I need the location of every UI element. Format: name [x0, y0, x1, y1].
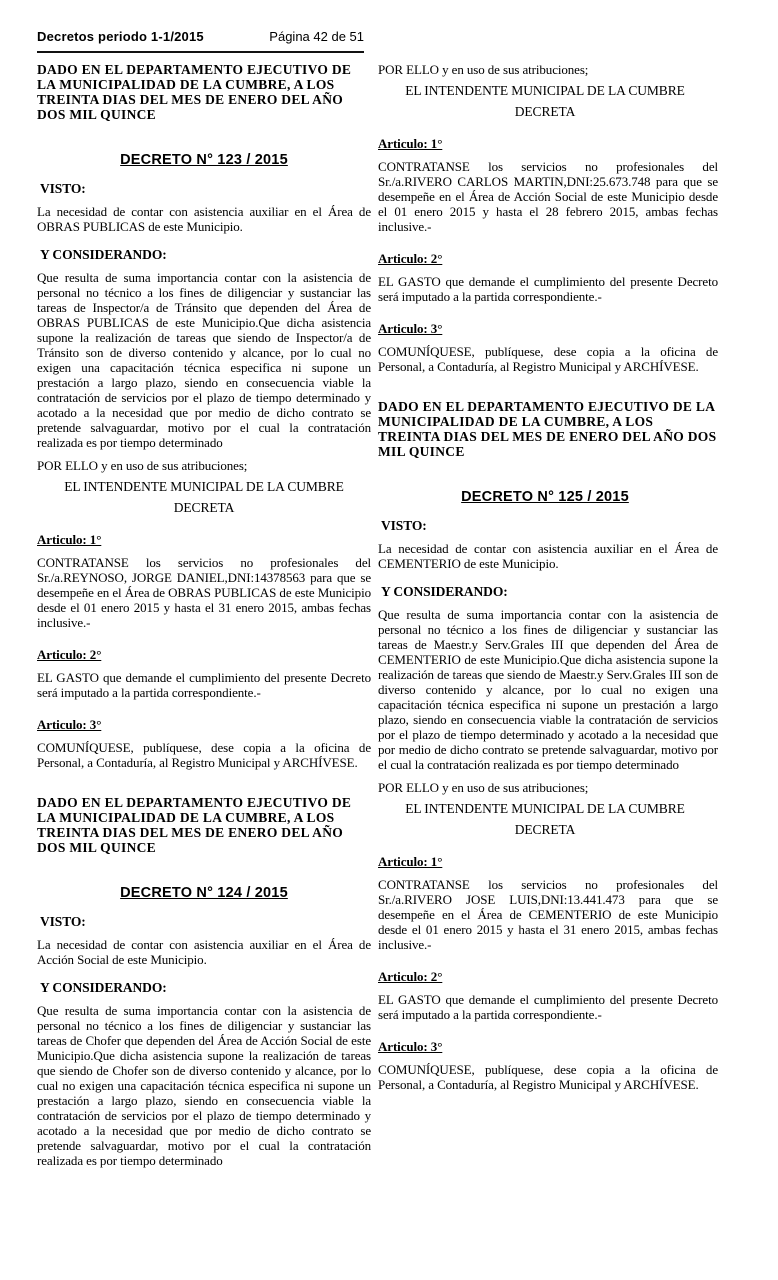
centered-line: DECRETA [514, 104, 576, 119]
centered-line: EL INTENDENTE MUNICIPAL DE LA CUMBRE [405, 801, 685, 816]
paragraph: La necesidad de contar con asistencia auxiliar en el Área de CEMENTERIO de este Municipio. [378, 541, 718, 571]
section-label: VISTO: [40, 181, 86, 196]
right-column [378, 58, 778, 1273]
section-label: Y CONSIDERANDO: [40, 980, 167, 995]
paragraph: EL GASTO que demande el cumplimiento del presente Decreto será imputado a la partida correspondiente.- [37, 670, 371, 700]
centered-line: DECRETA [514, 822, 576, 837]
paragraph: Que resulta de suma importancia contar con la asistencia de personal no técnico a los fines de diligenciar y sustanciar las tareas de Chofer que dependen del Área de Acción Social de este Municipio.Que dicha asistencia supone la realización de tareas que siendo de Chofer son de diverso contenido y alcance, por lo cual no exigen una capacitación técnica especifica ni supone un prestación a largo plazo, siendo en consecuencia viable la contratación de servicios por el plazo de tiempo determinado y acotado a la necesidad que por medio de dicho contrato se pretende salvaguardar, motivo por el cual la contratación realizada es por tiempo determinado [37, 1003, 371, 1168]
paragraph: La necesidad de contar con asistencia auxiliar en el Área de OBRAS PUBLICAS de este Municipio. [37, 204, 371, 234]
article-label: Articulo: 1° [37, 532, 102, 547]
decree-title: DECRETO N° 123 / 2015 [120, 152, 288, 168]
paragraph: EL GASTO que demande el cumplimiento del presente Decreto será imputado a la partida correspondiente.- [378, 992, 718, 1022]
dado-statement: DADO EN EL DEPARTAMENTO EJECUTIVO DE LA MUNICIPALIDAD DE LA CUMBRE, A LOS TREINTA DIAS DEL MES DE ENERO DEL AÑO DOS MIL QUINCE [37, 62, 352, 122]
dado-statement: DADO EN EL DEPARTAMENTO EJECUTIVO DE LA MUNICIPALIDAD DE LA CUMBRE, A LOS TREINTA DIAS DEL MES DE ENERO DEL AÑO DOS MIL QUINCE [37, 795, 352, 855]
section-label: Y CONSIDERANDO: [381, 584, 508, 599]
header-document-title: Decretos periodo 1-1/2015 [37, 29, 204, 44]
article-label: Articulo: 3° [378, 321, 443, 336]
paragraph: POR ELLO y en uso de sus atribuciones; [378, 780, 589, 795]
header-rule [37, 51, 364, 53]
section-label: Y CONSIDERANDO: [40, 247, 167, 262]
article-label: Articulo: 1° [378, 854, 443, 869]
article-label: Articulo: 3° [378, 1039, 443, 1054]
article-label: Articulo: 3° [37, 717, 102, 732]
centered-line: DECRETA [173, 500, 235, 515]
paragraph: Que resulta de suma importancia contar con la asistencia de personal no técnico a los fines de diligenciar y sustanciar las tareas de Maestr.y Serv.Grales III que dependen del Área de CEMENTERIO de este Municipio.Que dicha asistencia supone la realización de tareas que siendo de Maestr.y Serv.Grales III son de diverso contenido y alcance, por lo cual no exigen una capacitación técnica especifica ni supone un prestación a largo plazo, siendo en consecuencia viable la contratación de servicios por el plazo de tiempo determinado y acotado a la necesidad que por medio de dicho contrato se pretende salvaguardar, motivo por el cual la contratación realizada es por tiempo determinado [378, 607, 718, 772]
paragraph: POR ELLO y en uso de sus atribuciones; [378, 62, 589, 77]
paragraph: CONTRATANSE los servicios no profesionales del Sr./a.RIVERO CARLOS MARTIN,DNI:25.673.748 para que se desempeñe en el Área de Acción Social de este Municipio desde el 01 enero 2015 y hasta el 28 febrero 2015, ambas fechas inclusive.- [378, 159, 718, 234]
section-label: VISTO: [381, 518, 427, 533]
paragraph: CONTRATANSE los servicios no profesionales del Sr./a.REYNOSO, JORGE DANIEL,DNI:14378563 para que se desempeñe en el Área de OBRAS PUBLICAS de este Municipio desde el 01 enero 2015 y hasta el 31 enero 2015, ambas fechas inclusive.- [37, 555, 371, 630]
paragraph: La necesidad de contar con asistencia auxiliar en el Área de Acción Social de este Municipio. [37, 937, 371, 967]
article-label: Articulo: 2° [378, 251, 443, 266]
centered-line: EL INTENDENTE MUNICIPAL DE LA CUMBRE [405, 83, 685, 98]
decree-title: DECRETO N° 124 / 2015 [120, 885, 288, 901]
header-page-number: Página 42 de 51 [269, 29, 364, 44]
paragraph: Que resulta de suma importancia contar con la asistencia de personal no técnico a los fines de diligenciar y sustanciar las tareas de Inspector/a de Tránsito que dependen del Área de OBRAS PUBLICAS de este Municipio.Que dicha asistencia supone la realización de tareas que siendo de Inspector/a de Tránsito son de diverso contenido y alcance, por lo cual no exigen una capacitación técnica especifica ni supone un prestación a largo plazo, siendo en consecuencia viable la contratación de servicios por el plazo de tiempo determinado y acotado a la necesidad que por medio de dicho contrato se pretende salvaguardar, motivo por el cual la contratación realizada es por tiempo determinado [37, 270, 371, 450]
article-label: Articulo: 2° [378, 969, 443, 984]
paragraph: EL GASTO que demande el cumplimiento del presente Decreto será imputado a la partida correspondiente.- [378, 274, 718, 304]
paragraph: COMUNÍQUESE, publíquese, dese copia a la oficina de Personal, a Contaduría, al Registro Municipal y ARCHÍVESE. [378, 1062, 718, 1092]
paragraph: COMUNÍQUESE, publíquese, dese copia a la oficina de Personal, a Contaduría, al Registro Municipal y ARCHÍVESE. [378, 344, 718, 374]
article-label: Articulo: 2° [37, 647, 102, 662]
left-column [37, 58, 371, 1273]
decree-title: DECRETO N° 125 / 2015 [461, 489, 629, 505]
paragraph: COMUNÍQUESE, publíquese, dese copia a la oficina de Personal, a Contaduría, al Registro Municipal y ARCHÍVESE. [37, 740, 371, 770]
paragraph: CONTRATANSE los servicios no profesionales del Sr./a.RIVERO JOSE LUIS,DNI:13.441.473 para que se desempeñe en el Área de CEMENTERIO de este Municipio desde el 01 enero 2015 y hasta el 31 enero 2015, ambas fechas inclusive.- [378, 877, 718, 952]
dado-statement: DADO EN EL DEPARTAMENTO EJECUTIVO DE LA MUNICIPALIDAD DE LA CUMBRE, A LOS TREINTA DIAS DEL MES DE ENERO DEL AÑO DOS MIL QUINCE [378, 399, 717, 459]
article-label: Articulo: 1° [378, 136, 443, 151]
paragraph: POR ELLO y en uso de sus atribuciones; [37, 458, 248, 473]
page-header [37, 29, 364, 44]
section-label: VISTO: [40, 914, 86, 929]
centered-line: EL INTENDENTE MUNICIPAL DE LA CUMBRE [64, 479, 344, 494]
